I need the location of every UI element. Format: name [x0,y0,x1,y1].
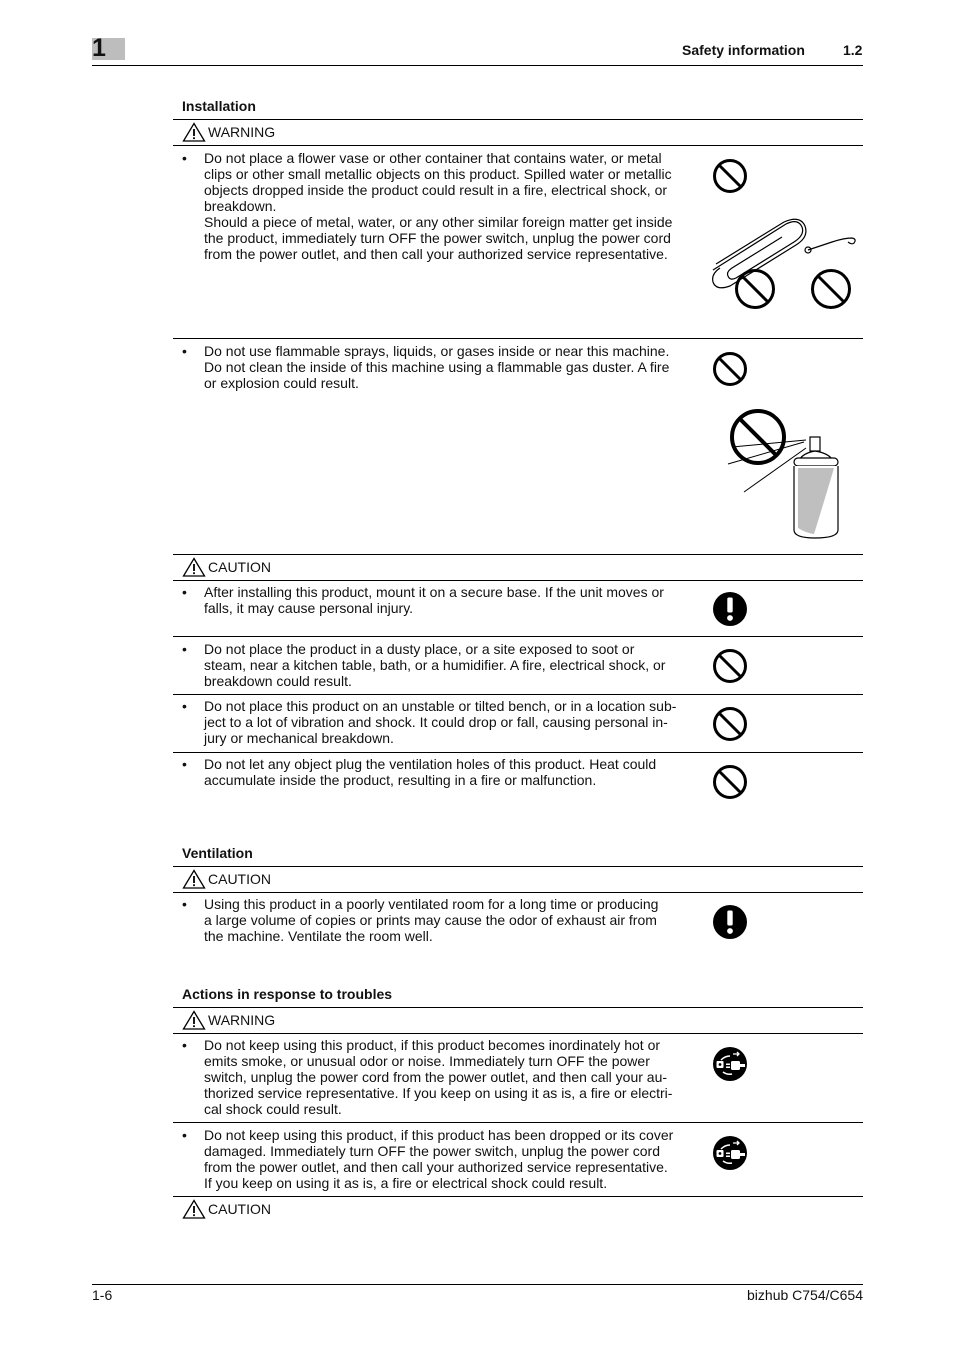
list-item: • After installing this product, mount it on a secure base. If the unit moves or falls, it may cause personal injury. [182,584,664,616]
prohibition-icon [712,158,748,194]
list-item: • Do not keep using this product, if this product becomes inordinately hot or emits smoke, or unusual odor or noise. Immediately turn OFF the power switch, unplug the power cord from the power outlet, and then call your au- thorized service representative. If you keep on using it as is, a fire or electri- cal shock could result. [182,1037,673,1117]
warning-label-row [182,1009,275,1031]
divider [173,1007,863,1008]
list-item: • Do not place this product on an unstable or tilted bench, or in a location sub- ject to a lot of vibration and shock. It could drop or fall, causing personal in- jury or mechanical breakdown. [182,698,677,746]
unplug-power-cord-icon [712,1046,748,1082]
divider [173,1033,863,1034]
divider [173,1122,863,1123]
product-model: bizhub C754/C654 [747,1287,863,1303]
bullet: • [182,641,187,657]
installation-title: Installation [182,98,256,114]
unplug-power-cord-icon [712,1135,748,1171]
bullet: • [182,150,187,166]
bullet: • [182,584,187,600]
caution-label: CAUTION [208,871,271,887]
divider [173,580,863,581]
bullet: • [182,756,187,772]
mandatory-action-icon [712,904,748,940]
warning-label: WARNING [208,1012,276,1028]
caution-label: CAUTION [208,559,271,575]
no-paper-clips-illustration [708,218,858,313]
divider [173,145,863,146]
caution-label-row [182,556,271,578]
ventilation-title: Ventilation [182,845,253,861]
warning-triangle-icon [182,557,206,577]
divider [173,866,863,867]
no-flammable-spray-illustration [724,402,846,542]
warning-triangle-icon [182,1010,206,1030]
bullet: • [182,343,187,359]
warning-triangle-icon [182,1199,206,1219]
divider [173,119,863,120]
troubles-title: Actions in response to troubles [182,986,393,1002]
caution-label-row [182,1198,271,1220]
page-number: 1-6 [92,1287,113,1303]
divider [173,694,863,695]
header-divider [92,65,863,66]
divider [173,1196,863,1197]
caution-label-row [182,868,271,890]
bullet: • [182,698,187,714]
warning-triangle-icon [182,122,206,142]
divider [173,636,863,637]
header-title: Safety information [682,42,805,58]
prohibition-icon [712,648,748,684]
bullet: • [182,1037,187,1053]
list-item: • Do not place the product in a dusty place, or a site exposed to soot or steam, near a kitchen table, bath, or a humidifier. A fire, electrical shock, or breakdown could result. [182,641,666,689]
header-section-number: 1.2 [843,42,863,58]
warning-triangle-icon [182,869,206,889]
chapter-number: 1 [92,34,106,62]
list-item: • Do not place a flower vase or other container that contains water, or metal clips or other small metallic objects on this product. Spilled water or metallic objects dropped inside the product could result in a fire, electrical shock, or breakdown. Should a piece of metal, water, or any other similar foreign matter get inside the product, immediately turn OFF the power switch, unplug the power cord from the power outlet, and then call your authorized service representative. [182,150,673,262]
list-item: • Using this product in a poorly ventilated room for a long time or producing a large volume of copies or prints may cause the odor of exhaust air from the machine. Ventilate the room well. [182,896,659,944]
mandatory-action-icon [712,591,748,627]
list-item: • Do not keep using this product, if this product has been dropped or its cover damaged. Immediately turn OFF the power switch, unplug the power cord from the power outlet, and then call your authorized service representative. If you keep on using it as is, a fire or electrical shock could result. [182,1127,674,1191]
warning-label: WARNING [208,124,276,140]
list-item: • Do not let any object plug the ventilation holes of this product. Heat could accumulate inside the product, resulting in a fire or malfunction. [182,756,657,788]
caution-label: CAUTION [208,1201,271,1217]
divider [173,554,863,555]
footer-divider [92,1284,863,1285]
prohibition-icon [712,706,748,742]
divider [173,752,863,753]
bullet: • [182,896,187,912]
prohibition-icon [712,764,748,800]
list-item: • Do not use flammable sprays, liquids, or gases inside or near this machine. Do not clean the inside of this machine using a flammable gas duster. A fire or explosion could result. [182,343,670,391]
bullet: • [182,1127,187,1143]
divider [173,892,863,893]
divider [173,338,863,339]
warning-label-row [182,121,275,143]
prohibition-icon [712,351,748,387]
